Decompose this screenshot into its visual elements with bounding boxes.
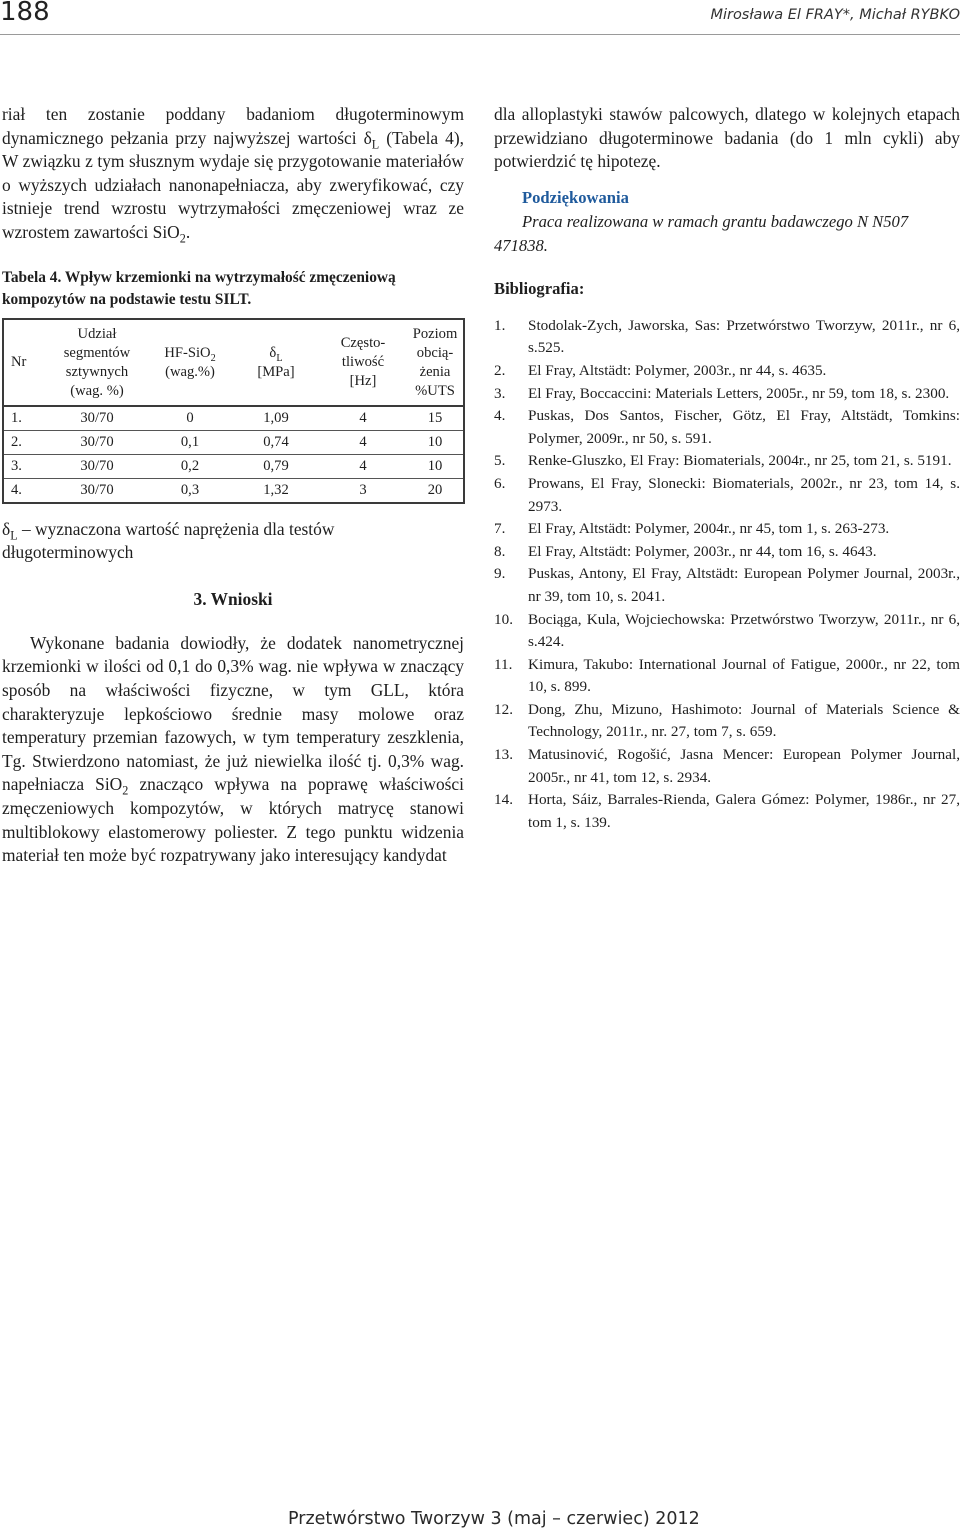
table-note [2,518,464,565]
reference-item: 1. Stodolak-Zych, Jaworska, Sas: Przetwórstwo Tworzyw, 2011r., nr 6, s.525. [494,316,960,357]
reference-item: 9. Puskas, Antony, El Fray, Altstädt: European Polymer Journal, 2003r., nr 39, tom 10, s. 2041. [494,565,960,605]
cell-czest: 4 [319,406,407,431]
cell-hf: 0 [147,406,233,431]
intro-text-a: riał ten zostanie poddany badaniom długoterminowym dynamicznego pełzania przy najwyższej wartości δ [2,104,464,148]
reference-item: 13. Matusinović, Rogošić, Jasna Mencer: European Polymer Journal, 2005r., nr 41, tom 12, s. 2934. [494,746,960,786]
conclusions-text-b: znacząco wpływa na poprawę właściwości zmęczeniowych kompozytów, w których matrycę stanowi multiblokowy elastomerowy poliester. Z tego punktu widzenia materiał ten może być rozpatrywany jako interesujący kandydat [2,774,464,866]
cell-hf: 0,2 [147,454,233,478]
cell-udzial: 30/70 [47,406,147,431]
continuation-paragraph: dla alloplastyki stawów palcowych, dlatego w kolejnych etapach przewidziano długoterminowe badania (do 1 mln cykli) aby potwierdzić tę hipotezę. [494,104,960,172]
reference-item: 4. Puskas, Dos Santos, Fischer, Götz, El Fray, Altstädt, Tomkins: Polymer, 2009r., nr 50, s. 591. [494,407,960,447]
cell-nr: 3. [3,454,47,478]
cell-udzial: 30/70 [47,454,147,478]
cell-hf: 0,3 [180,481,200,498]
left-column [2,103,464,868]
reference-item: 3. El Fray, Boccaccini: Materials Letters, 2005r., nr 59, tom 18, s. 2300. [494,384,950,402]
page-header [0,0,960,35]
cell-delta: 1,32 [263,481,289,498]
reference-item: 14. Horta, Sáiz, Barrales-Rienda, Galera Gómez: Polymer, 1986r., nr 27, tom 1, s. 139. [494,791,960,831]
right-column [494,103,960,834]
cell-udzial: 30/70 [47,430,147,454]
cell-poziom: 15 [407,406,464,431]
reference-item: 12. Dong, Zhu, Mizuno, Hashimoto: Journal of Materials Science & Technology, 2011r., nr. 27, tom 7, s. 659. [494,700,960,741]
table-row [3,454,464,478]
cell-delta: 0,79 [233,454,319,478]
reference-item: 7. El Fray, Altstädt: Polymer, 2004r., nr 45, tom 1, s. 263-273. [494,520,890,538]
reference-item: 10. Bociąga, Kula, Wojciechowska: Przetwórstwo Tworzyw, 2011r., nr 6, s.424. [494,610,960,651]
cell-poziom: 20 [427,481,443,498]
intro-text-b: (Tabela 4), W związku z tym słusznym wydaje się przygotowanie materiałów o wyższych udziałach nanonapełniacza, aby zweryfikować, czy istnieje trend wzrostu wytrzymałości zmęczeniowej wraz ze wzrostem zawartości SiO [2,127,464,242]
intro-subscript-a: L [371,137,380,152]
cell-czest: 4 [319,454,407,478]
cell-delta: 1,09 [233,406,319,431]
table-row [3,478,464,503]
header-poziom: Poziom obcią- żenia %UTS [407,319,464,406]
intro-text-c: . [185,221,191,242]
reference-item: 2. El Fray, Altstädt: Polymer, 2003r., nr 44, s. 4635. [494,361,827,379]
header-udzial: Udział segmentów sztywnych (wag. %) [47,319,147,406]
header-czestotliwosc: Często- tliwość [Hz] [319,319,407,406]
results-table [2,318,465,504]
table-caption: Tabela 4. Wpływ krzemionki na wytrzymałość zmęczeniową kompozytów na podstawie testu SILT. [2,268,396,308]
reference-item: 5. Renke-Gluszko, El Fray: Biomaterials, 2004r., nr 25, tom 21, s. 5191. [494,452,952,470]
conclusions-text-a: Wykonane badania dowiodły, że dodatek nanometrycznej krzemionki w ilości od 0,1 do 0,3% wag. nie wpływa w znaczący sposób na właściwości fizyczne, w tym GLL, która charakteryzuje lepkościowo średnie masy molowe oraz temperatury przemian fazowych, w tym temperatury zeszklenia, Tg. Stwierdzono natomiast, że już niewielka ilość tj. 0,3% wag. napełniacza SiO [2,632,464,795]
intro-subscript-b: 2 [179,231,186,246]
cell-poziom: 10 [407,430,464,454]
acknowledgements-text: Praca realizowana w ramach grantu badawczego N N507 471838. [494,211,909,255]
cell-czest: 3 [359,481,367,498]
cell-nr: 2. [3,430,47,454]
section-title-conclusions: 3. Wnioski [193,588,273,609]
cell-czest: 4 [319,430,407,454]
cell-delta: 0,74 [233,430,319,454]
conclusions-paragraph [2,632,464,868]
note-subscript: L [10,528,18,543]
bibliography-title: Bibliografia: [494,278,585,298]
cell-hf: 0,1 [147,430,233,454]
table-header-row [3,319,464,406]
reference-list [494,315,960,835]
cell-nr: 1. [3,406,47,431]
note-symbol: δ [2,518,11,539]
cell-nr: 4. [11,481,22,498]
header-delta: $\delta_L$ [MPa] [233,319,319,406]
reference-item: 6. Prowans, El Fray, Slonecki: Biomaterials, 2002r., nr 23, tom 14, s. 2973. [494,474,960,515]
header-nr: Nr [3,319,47,406]
intro-paragraph [2,103,464,245]
acknowledgements-title: Podziękowania [522,187,629,207]
running-head-authors: Mirosława El FRAY*, Michał RYBKO [710,7,960,23]
note-text: – wyznaczona wartość naprężenia dla testów długoterminowych [2,518,335,563]
cell-udzial: 30/70 [80,481,114,498]
table-row [3,406,464,431]
conclusions-subscript: 2 [122,783,129,798]
page-number: 188 [0,0,50,27]
table-row [3,430,464,454]
reference-item: 8. El Fray, Altstädt: Polymer, 2003r., nr 44, tom 16, s. 4643. [494,542,877,560]
page-footer-journal: Przetwórstwo Tworzyw 3 (maj – czerwiec) 2012 [288,1509,700,1529]
cell-poziom: 10 [407,454,464,478]
reference-item: 11. Kimura, Takubo: International Journal of Fatigue, 2000r., nr 22, tom 10, s. 899. [494,655,960,696]
header-hf-sio2: HF-SiO$_2$ (wag.%) [147,319,233,406]
